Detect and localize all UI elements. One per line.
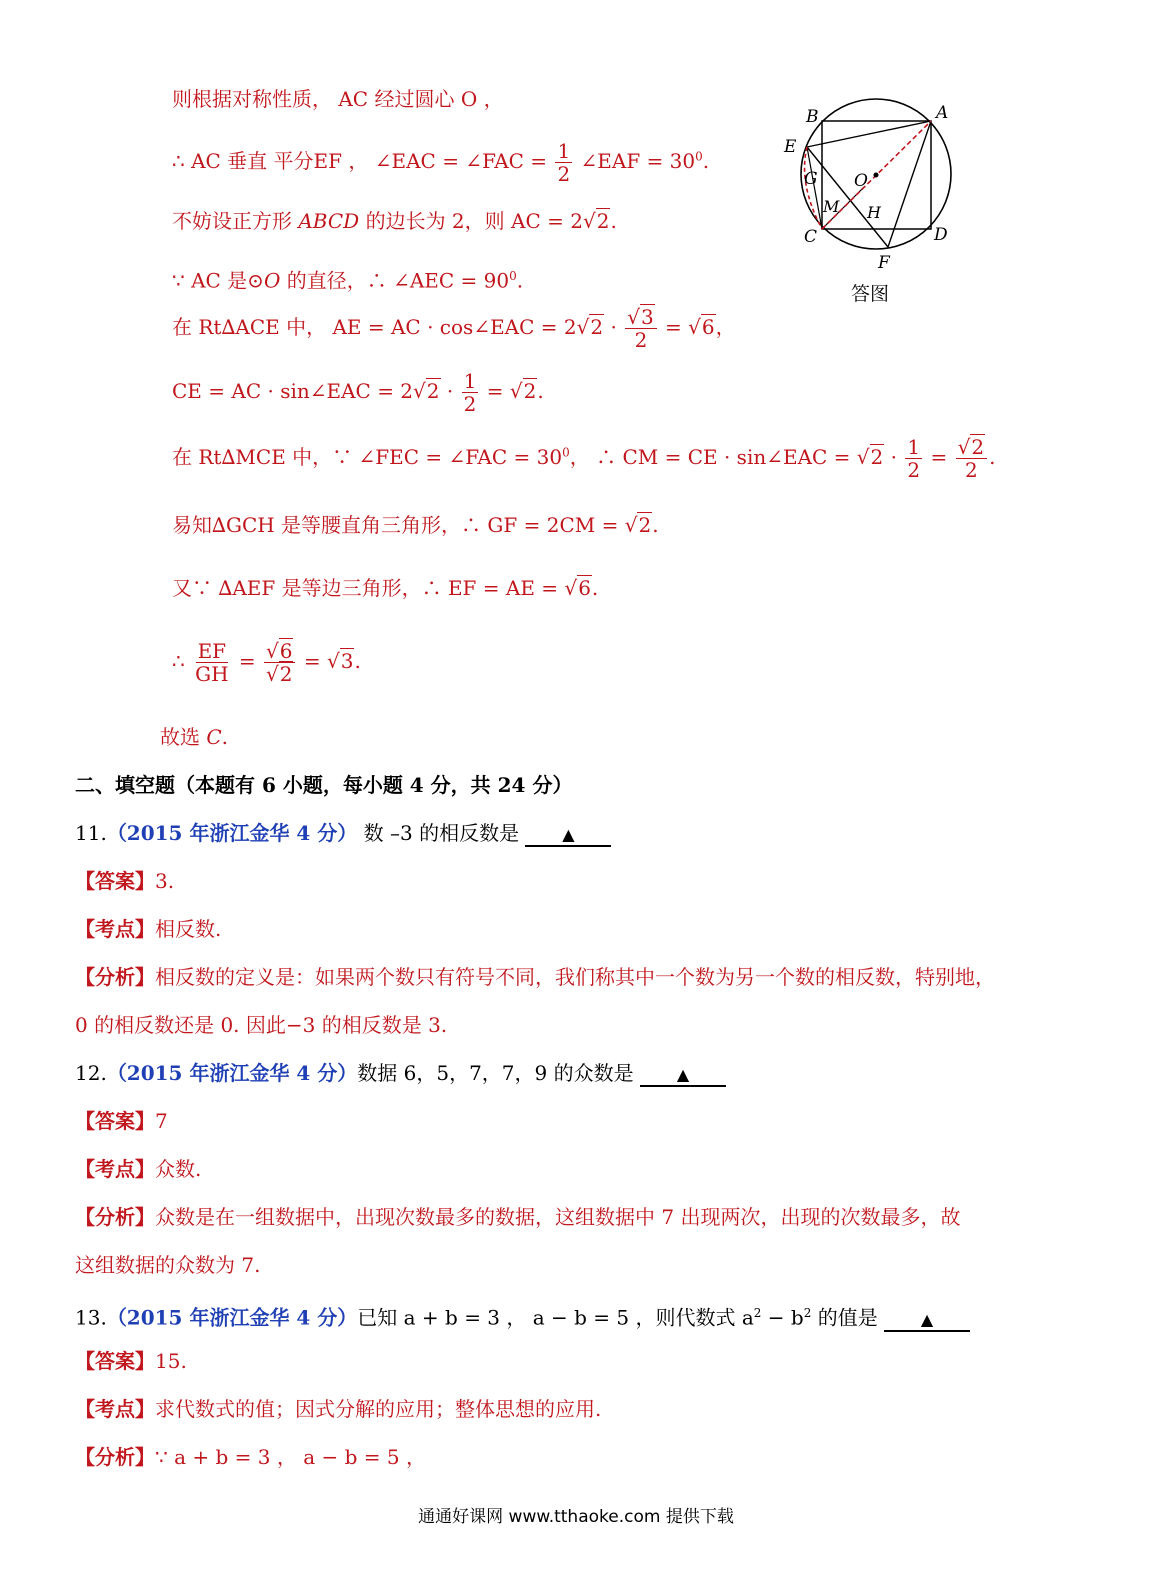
solution-line-2: ∴ AC 垂直 平分EF ， ∠EAC = ∠FAC = $\frac{1}{2}$ ∠EAF = $30^0$. [172, 139, 710, 186]
q11-topic: 【考点】相反数. [75, 917, 222, 941]
figure-caption: 答图 [851, 283, 890, 305]
q11-analysis-1: 【分析】相反数的定义是：如果两个数只有符号不同，我们称其中一个数为另一个数的相反数，特别地， [75, 965, 995, 989]
page-footer: 通通好课网 www.tthaoke.com 提供下载 [418, 1507, 734, 1527]
solution-line-4: ∵ AC 是⊙O 的直径，∴ ∠AEC = $90^0$. [172, 268, 524, 293]
circle-square-diagram [776, 92, 966, 312]
section-title: 二、填空题（本题有 6 小题，每小题 4 分，共 24 分） [75, 773, 573, 797]
q12-analysis-1: 【分析】众数是在一组数据中，出现次数最多的数据，这组数据中 7 出现两次，出现的次数最多，故 [75, 1205, 961, 1229]
question-12: 12.（2015 年浙江金华 4 分）数据 6，5，7，7，9 的众数是 ▲ [75, 1060, 726, 1087]
fraction-root2-over-2: $\frac{√2}{2}$ [956, 436, 987, 481]
label-o: O [854, 171, 868, 191]
solution-line-6: CE = AC · sin∠EAC = 2√2 · $\frac{1}{2}$ = √2. [172, 369, 544, 416]
solution-line-7: 在 Rt∆MCE 中，∵ ∠FEC = ∠FAC = $30^0$， ∴ CM = CE · sin∠EAC = √2 · $\frac{1}{2}$ = $\frac{√2}{2}$ . [172, 435, 996, 482]
solution-line-8: 易知∆GCH 是等腰直角三角形，∴ GF = 2CM = √2. [172, 513, 659, 537]
label-a: A [936, 103, 949, 123]
solution-conclusion: 故选 C. [160, 725, 229, 749]
solution-line-9: 又∵ ∆AEF 是等边三角形，∴ EF = AE = √6. [172, 576, 599, 600]
q12-analysis-2: 这组数据的众数为 7. [75, 1253, 261, 1277]
solution-line-5: 在 Rt∆ACE 中， AE = AC · cos∠EAC = 2√2 · $\frac{√3}{2}$ = √6， [172, 305, 736, 352]
q12-topic: 【考点】众数. [75, 1157, 202, 1181]
q13-topic: 【考点】求代数式的值；因式分解的应用；整体思想的应用. [75, 1397, 602, 1421]
label-e: E [784, 137, 797, 157]
q13-answer: 【答案】15. [75, 1349, 187, 1373]
q11-answer: 【答案】3. [75, 869, 175, 893]
solution-line-1: 则根据对称性质， AC 经过圆心 O ， [172, 87, 504, 111]
answer-blank: ▲ [884, 1310, 970, 1332]
label-b: B [806, 107, 819, 127]
label-g: G [804, 169, 818, 189]
q12-answer: 【答案】7 [75, 1109, 168, 1133]
answer-blank: ▲ [525, 825, 611, 847]
fraction-half: $\frac{1}{2}$ [463, 369, 477, 416]
question-13: 13.（2015 年浙江金华 4 分）已知 a + b = 3 ， a − b = 5 ，则代数式 $a^2 - b^2$ 的值是 ▲ [75, 1300, 970, 1332]
label-h: H [867, 203, 881, 222]
answer-blank: ▲ [640, 1065, 726, 1087]
solution-line-10: ∴ $\frac{EF}{GH}$ = $\frac{√6}{√2}$ = √3. [172, 639, 361, 686]
solution-line-3: 不妨设正方形 ABCD 的边长为 2，则 AC = 2√2. [172, 209, 617, 233]
fraction-root3-over-2: $\frac{√3}{2}$ [625, 306, 656, 351]
fraction-half: $\frac{1}{2}$ [557, 139, 571, 186]
label-m: M [823, 197, 840, 216]
fraction-half: $\frac{1}{2}$ [907, 435, 921, 482]
label-c: C [804, 227, 818, 247]
q13-analysis: 【分析】∵ a + b = 3 ， a − b = 5 ， [75, 1445, 426, 1469]
question-11: 11.（2015 年浙江金华 4 分） 数 –3 的相反数是 ▲ [75, 820, 611, 847]
q11-analysis-2: 0 的相反数还是 0. 因此−3 的相反数是 3. [75, 1013, 448, 1037]
label-d: D [934, 225, 948, 245]
label-f: F [878, 253, 890, 273]
fraction-root6-root2: $\frac{√6}{√2}$ [264, 640, 295, 685]
geometry-figure [776, 92, 966, 312]
fraction-ef-gh: $\frac{EF}{GH}$ [195, 639, 229, 686]
